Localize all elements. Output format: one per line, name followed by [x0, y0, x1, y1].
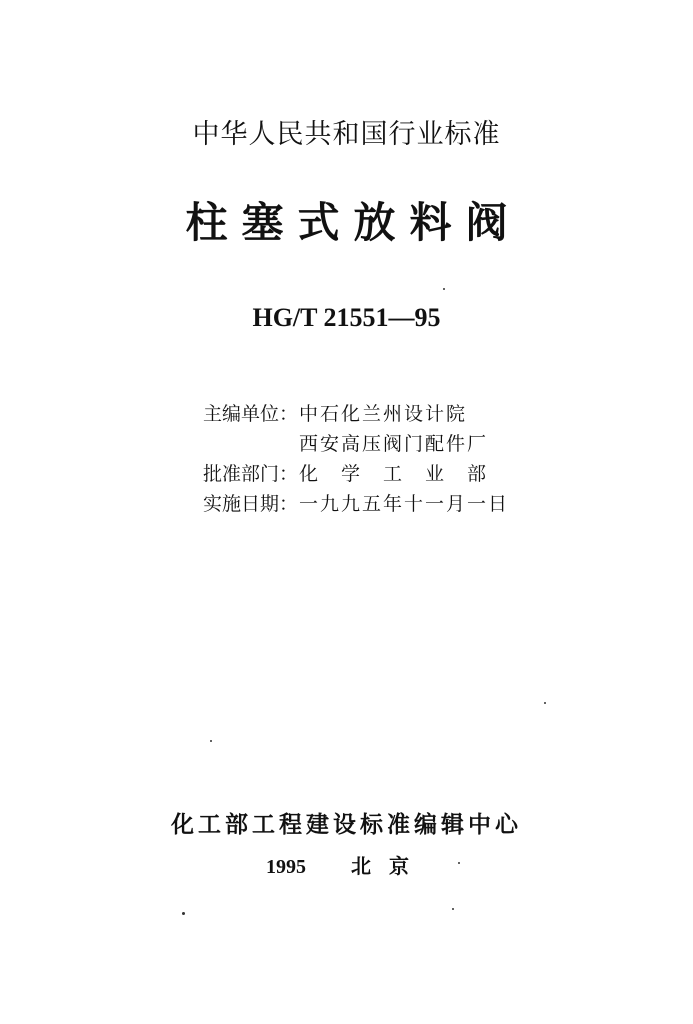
standard-code: HG/T 21551—95	[252, 303, 441, 332]
publication-year: 1995	[266, 856, 307, 878]
document-title: 柱塞式放料阀	[185, 198, 522, 247]
editor-label: 主编单位：	[203, 403, 299, 425]
editor-row	[203, 399, 509, 429]
scan-speck	[452, 908, 454, 910]
spacer	[203, 429, 299, 459]
editor-value-1: 中石化兰州设计院	[299, 403, 468, 425]
scan-speck	[458, 862, 460, 864]
info-block	[203, 399, 509, 519]
effective-date-value: 一九九五年十一月一日	[299, 493, 510, 515]
scan-speck	[210, 740, 212, 742]
publication-city: 北京	[350, 854, 427, 878]
approver-value: 化 学 工 业 部	[299, 463, 489, 485]
effective-date-row	[203, 489, 509, 519]
approver-row	[203, 459, 509, 489]
scan-speck	[544, 702, 546, 704]
standard-series-heading: 中华人民共和国行业标准	[192, 119, 501, 150]
publisher-name: 化工部工程建设标准编辑中心	[171, 812, 522, 838]
scan-speck	[182, 912, 185, 915]
editor-row-2	[203, 429, 509, 459]
approver-label: 批准部门：	[203, 463, 299, 485]
editor-value-2: 西安高压阀门配件厂	[299, 433, 489, 455]
effective-date-label: 实施日期：	[203, 493, 299, 515]
publication-line	[0, 850, 693, 879]
scan-speck	[443, 288, 445, 290]
